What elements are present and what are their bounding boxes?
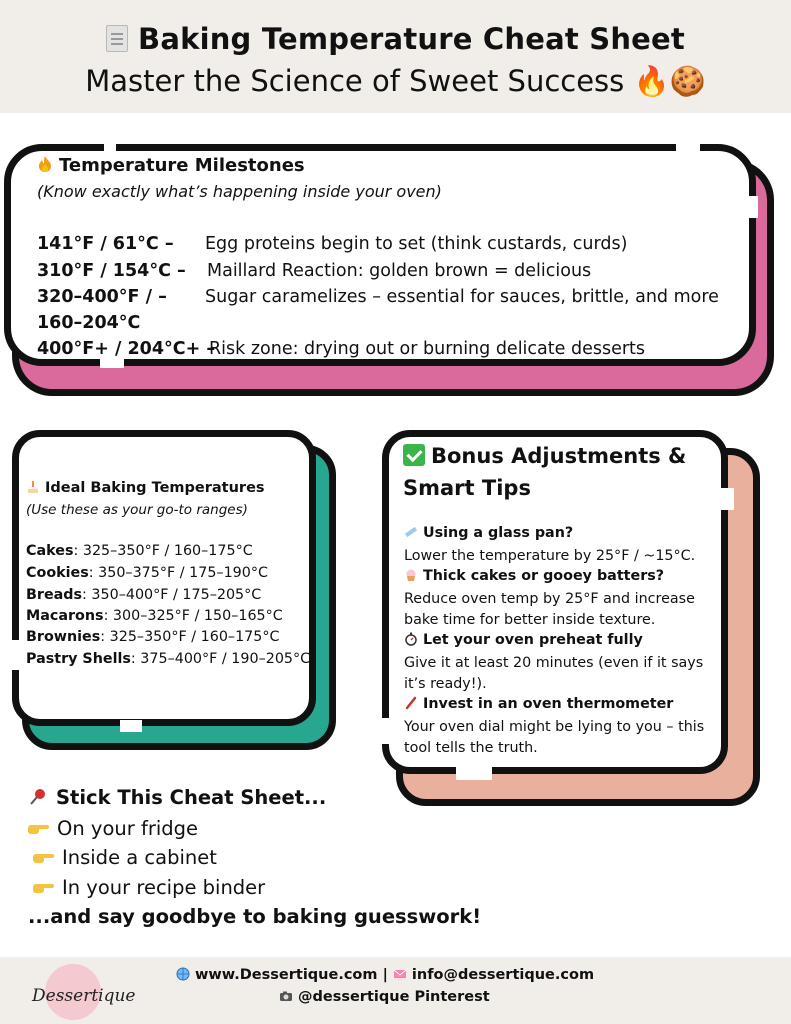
- frame-gap: [742, 196, 758, 218]
- frame-gap: [676, 137, 700, 155]
- frame-gap: [6, 640, 20, 670]
- ideal-item-value: : 375–400°F / 190–205°C: [130, 651, 311, 667]
- ideal-item-value: : 325–350°F / 160–175°C: [100, 629, 280, 645]
- envelope-icon: [393, 967, 407, 981]
- footer-social: [279, 989, 490, 1005]
- check-icon: [403, 444, 425, 466]
- stick-item: In your recipe binder: [33, 876, 265, 899]
- ideal-row: [26, 651, 310, 667]
- ideal-item-value: : 350–375°F / 175–190°C: [88, 565, 268, 581]
- ideal-item-name: Cookies: [26, 565, 89, 581]
- milestones-subtitle: (Know exactly what’s happening inside your oven): [37, 182, 442, 201]
- footer-contacts: [176, 967, 594, 983]
- header-band: [0, 0, 791, 113]
- stick-footer: ...and say goodbye to baking guesswork!: [28, 905, 482, 928]
- ideal-item-name: Macarons: [26, 608, 104, 624]
- camera-icon: [279, 989, 293, 1003]
- bonus-item-text: Lower the temperature by 25°F / ~15°C.: [404, 548, 696, 564]
- frame-gap: [376, 718, 390, 744]
- email-link[interactable]: info@dessertique.com: [411, 967, 595, 983]
- milestone-desc: Sugar caramelizes – essential for sauces, brittle, and more: [205, 287, 719, 307]
- ruler-icon: [404, 525, 418, 539]
- ideal-heading: Ideal Baking Temperatures: [26, 480, 265, 496]
- cupcake-icon: [404, 568, 418, 582]
- frame-gap: [120, 720, 142, 732]
- ideal-row: [26, 587, 261, 603]
- stick-item: On your fridge: [28, 817, 198, 840]
- fire-icon: [37, 155, 53, 173]
- bonus-heading: Bonus Adjustments & Smart Tips: [403, 444, 687, 500]
- thermometer-icon: [404, 696, 418, 710]
- frame-gap: [720, 488, 734, 510]
- stick-heading: Stick This Cheat Sheet...: [28, 786, 326, 809]
- ideal-item-value: : 325–350°F / 160–175°C: [73, 543, 253, 559]
- milestones-heading: Temperature Milestones: [37, 155, 305, 176]
- frame-gap: [456, 766, 492, 780]
- ideal-subtitle: (Use these as your go-to ranges): [26, 502, 248, 518]
- milestone-temp: 141°F / 61°C –: [37, 234, 174, 254]
- ideal-item-name: Brownies: [26, 629, 101, 645]
- globe-icon: [176, 967, 190, 981]
- bonus-item-title: Using a glass pan?: [404, 525, 573, 541]
- logo: Dessertique: [32, 986, 136, 1006]
- bonus-item-text: Give it at least 20 minutes (even if it says it’s ready!).: [404, 655, 704, 692]
- ideal-row: [26, 629, 280, 645]
- stick-item: Inside a cabinet: [33, 846, 217, 869]
- milestone-desc: Egg proteins begin to set (think custards, curds): [205, 234, 628, 254]
- ideal-item-value: : 350–400°F / 175–205°C: [82, 587, 262, 603]
- milestone-temp: 400°F+ / 204°C+ –: [37, 339, 216, 359]
- stopwatch-icon: [404, 632, 418, 646]
- milestone-temp: 160–204°C: [37, 313, 141, 333]
- ideal-item-name: Pastry Shells: [26, 651, 131, 667]
- ideal-row: [26, 565, 268, 581]
- ideal-row: [26, 608, 283, 624]
- footer-separator: |: [382, 967, 388, 983]
- milestone-temp: 310°F / 154°C –: [37, 261, 186, 281]
- pointing-hand-icon: [33, 880, 54, 894]
- bonus-item-title: Thick cakes or gooey batters?: [404, 568, 664, 584]
- bonus-item-text: Reduce oven temp by 25°F and increase bake time for better inside texture.: [404, 591, 695, 628]
- pushpin-icon: [28, 787, 48, 807]
- ideal-item-name: Breads: [26, 587, 83, 603]
- social-link[interactable]: @dessertique Pinterest: [298, 989, 490, 1005]
- ideal-item-name: Cakes: [26, 543, 74, 559]
- cake-icon: [26, 480, 40, 494]
- pointing-hand-icon: [28, 821, 49, 835]
- website-link[interactable]: www.Dessertique.com: [195, 967, 378, 983]
- bonus-item-title: Let your oven preheat fully: [404, 632, 643, 648]
- page-title: Baking Temperature Cheat Sheet: [0, 22, 791, 56]
- milestone-desc: Maillard Reaction: golden brown = delicious: [207, 261, 592, 281]
- ideal-row: [26, 543, 253, 559]
- milestone-desc: Risk zone: drying out or burning delicate desserts: [209, 339, 646, 359]
- bonus-item-title: Invest in an oven thermometer: [404, 696, 673, 712]
- document-icon: [106, 25, 128, 52]
- frame-gap: [104, 137, 116, 155]
- bonus-item-text: Your oven dial might be lying to you – this tool tells the truth.: [404, 719, 705, 756]
- ideal-item-value: : 300–325°F / 150–165°C: [103, 608, 283, 624]
- milestone-temp: 320–400°F / –: [37, 287, 167, 307]
- page-subtitle: Master the Science of Sweet Success 🔥🍪: [85, 64, 706, 98]
- pointing-hand-icon: [33, 850, 54, 864]
